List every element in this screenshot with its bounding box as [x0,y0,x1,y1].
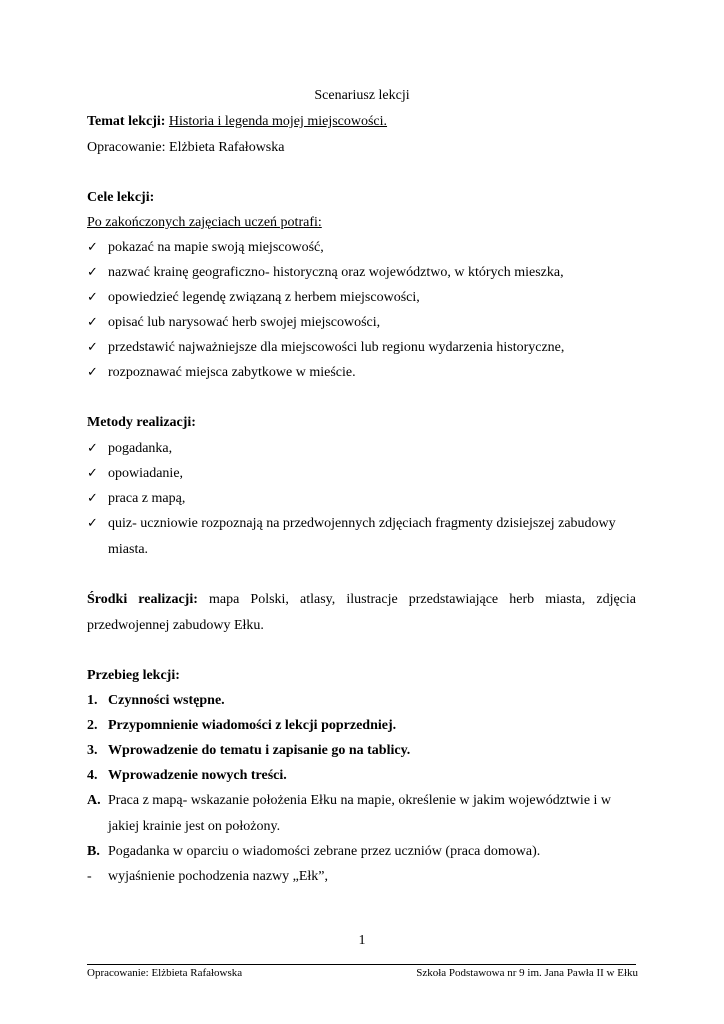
check-icon: ✓ [87,340,98,355]
check-icon: ✓ [87,466,98,481]
goal-item: ✓ nazwać krainę geograficzno- historyczną oraz województwo, w których mieszka, [87,265,564,280]
footer-right: Szkoła Podstawowa nr 9 im. Jana Pawła II w Ełku [416,967,638,979]
course-heading: Przebieg lekcji: [87,668,180,683]
goal-item: ✓ pokazać na mapie swoją miejscowość, [87,240,324,255]
page-number: 1 [358,933,366,948]
author-line: Opracowanie: Elżbieta Rafałowska [87,140,285,155]
goal-item: ✓ opowiedzieć legendę związaną z herbem miejscowości, [87,290,420,305]
course-sub-b: B. Pogadanka w oparciu o wiadomości zebrane przez uczniów (praca domowa). [87,844,541,859]
course-step: 4. Wprowadzenie nowych treści. [87,768,287,783]
means-text: mapa Polski, atlasy, ilustracje przedstawiające herb miasta, zdjęcia przedwojennej zabudowy Ełku. [87,592,636,633]
means-paragraph [87,587,636,639]
footer-left: Opracowanie: Elżbieta Rafałowska [87,967,243,979]
goal-item: ✓ opisać lub narysować herb swojej miejscowości, [87,315,381,330]
check-icon: ✓ [87,265,98,280]
method-item: ✓ opowiadanie, [87,466,184,481]
check-icon: ✓ [87,315,98,330]
course-sub-a-continuation: jakiej krainie jest on położony. [108,819,281,834]
goals-heading: Cele lekcji: [87,190,155,205]
method-item-continuation: miasta. [108,542,149,557]
course-step: 1. Czynności wstępne. [87,693,225,708]
methods-heading: Metody realizacji: [87,415,196,430]
check-icon: ✓ [87,516,98,531]
means-label: Środki realizacji: [87,592,198,607]
topic-line [87,113,387,131]
topic-label: Temat lekcji: [87,114,166,129]
goals-intro: Po zakończonych zajęciach uczeń potrafi: [87,215,322,230]
check-icon: ✓ [87,290,98,305]
topic-value: Historia i legenda mojej miejscowości. [168,114,388,129]
check-icon: ✓ [87,491,98,506]
course-step: 3. Wprowadzenie do tematu i zapisanie go na tablicy. [87,743,411,758]
method-item: ✓ pogadanka, [87,441,173,456]
check-icon: ✓ [87,240,98,255]
check-icon: ✓ [87,441,98,456]
course-dash-item: - wyjaśnienie pochodzenia nazwy „Ełk”, [87,869,329,884]
document-title: Scenariusz lekcji [314,88,410,103]
method-item: ✓ praca z mapą, [87,491,186,506]
check-icon: ✓ [87,365,98,380]
goal-item: ✓ przedstawić najważniejsze dla miejscowości lub regionu wydarzenia historyczne, [87,340,565,355]
course-sub-a: A. Praca z mapą- wskazanie położenia Ełku na mapie, określenie w jakim województwie i w [87,793,612,808]
course-step: 2. Przypomnienie wiadomości z lekcji poprzedniej. [87,718,397,733]
goal-item: ✓ rozpoznawać miejsca zabytkowe w mieście. [87,365,356,380]
method-item: ✓ quiz- uczniowie rozpoznają na przedwojennych zdjęciach fragmenty dzisiejszej zabudowy [87,516,616,531]
footer-divider [87,964,636,965]
